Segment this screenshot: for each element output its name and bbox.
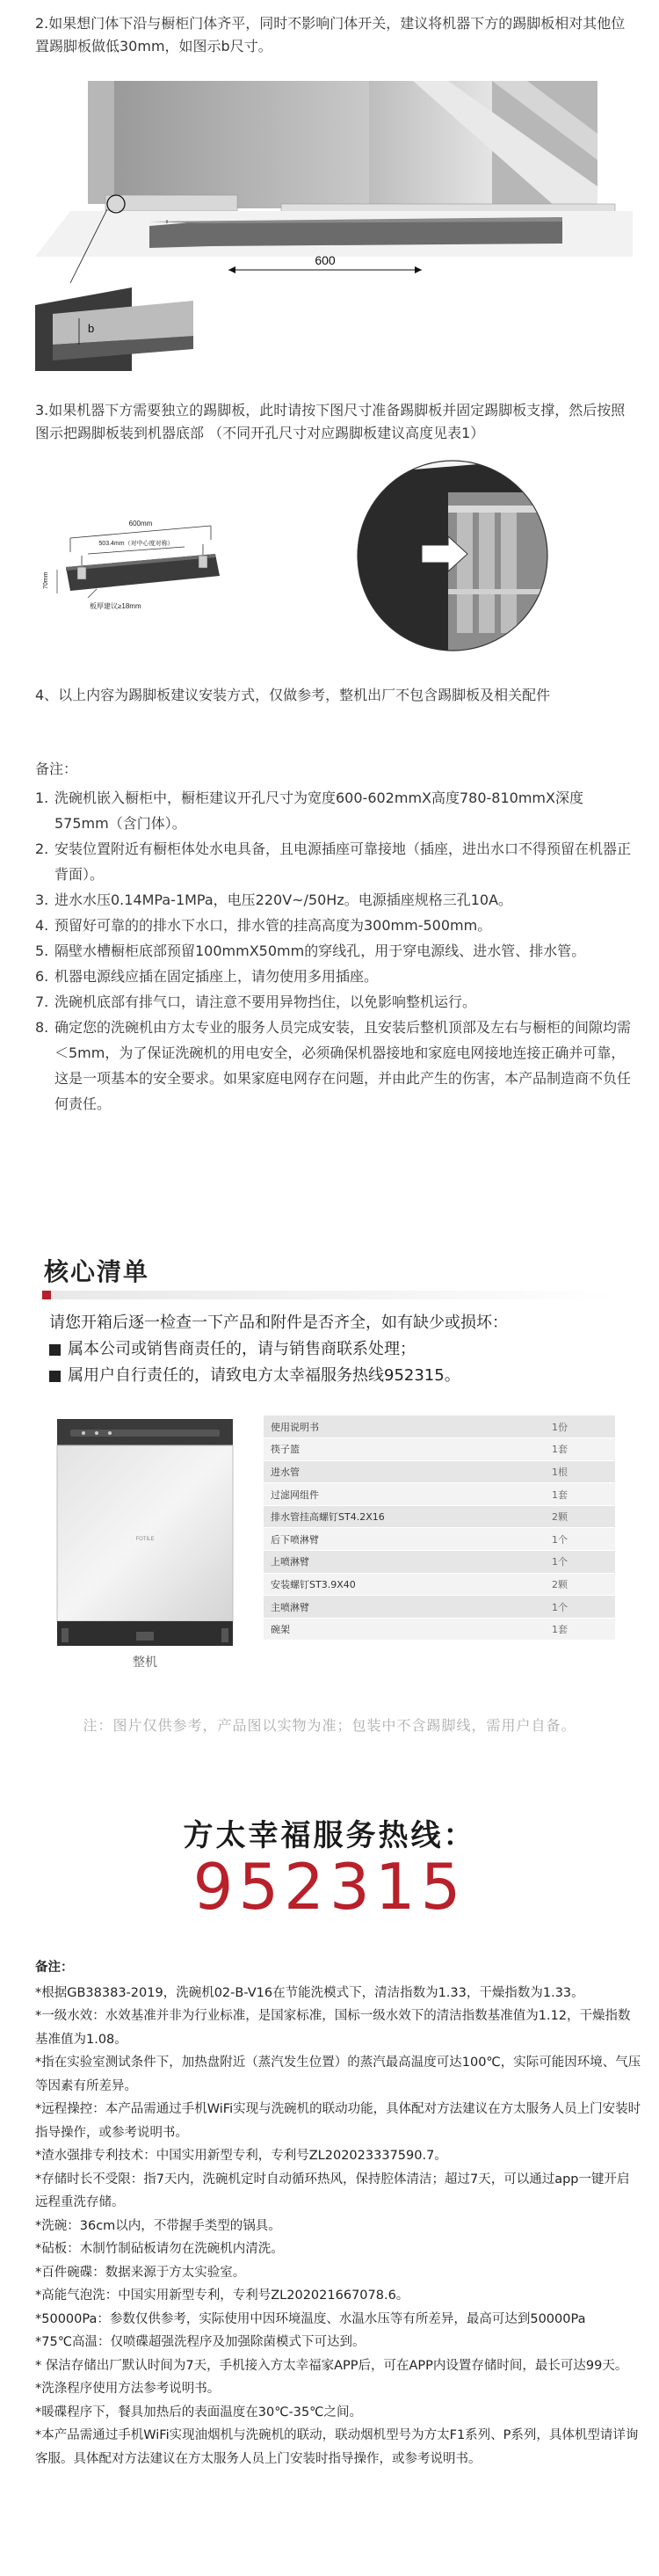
dishwasher-door bbox=[114, 81, 369, 208]
table-row: 过滤网组件 1套 bbox=[264, 1483, 615, 1506]
table-row: 排水管挂高螺钉ST4.2X16 2颗 bbox=[264, 1505, 615, 1528]
footnotes bbox=[35, 1956, 641, 2470]
bullet-square-icon bbox=[49, 1371, 61, 1382]
table-row: 进水管 1根 bbox=[264, 1460, 615, 1483]
note-item: 2. 安装位置附近有橱柜体处水电具备，且电源插座可靠接地（插座，进出水口不得预留在机器正背面）。 bbox=[35, 840, 632, 883]
table-row: 安装螺钉ST3.9X40 2颗 bbox=[264, 1573, 615, 1596]
note-item: 8. 确定您的洗碗机由方太专业的服务人员完成安装，且安装后整机顶部及左右与橱柜的间隙均需＜5mm，为了保证洗碗机的用电安全，必须确保机器接地和家庭电网接地连接正确并可靠，这是一项基本的安全要求。如果家庭电网存在问题，并由此产生的伤害，本产品制造商不负任何责任。 bbox=[35, 1019, 632, 1112]
dishwasher-image bbox=[53, 1417, 237, 1655]
kickboard-lowered-illustration bbox=[35, 81, 633, 371]
note-item: 1. 洗碗机嵌入橱柜中，橱柜建议开孔尺寸为宽度600-602mmX高度780-810mmX深度575mm（含门体）。 bbox=[35, 790, 583, 832]
note-item: 3. 进水水压0.14MPa-1MPa，电压220V~/50Hz。电源插座规格三孔10A。 bbox=[35, 891, 513, 908]
section-divider bbox=[42, 1291, 615, 1299]
table-row: 碗架 1套 bbox=[264, 1618, 615, 1641]
hotline-title: 方太幸福服务热线： bbox=[183, 1818, 476, 1853]
footnote-line: *洗碗：36cm以内，不带握手类型的锅具。 bbox=[35, 2218, 281, 2233]
footnote-line: * 保洁存储出厂默认时间为7天，手机接入方太幸福家APP后，可在APP内设置存储时间，最长可达99天。 bbox=[35, 2358, 628, 2373]
footnote-line: *渣水强排专利技术：中国实用新型专利，专利号ZL202023337590.7。 bbox=[35, 2149, 447, 2163]
footnote-line: *一级水效：水效基准并非为行业标准，是国家标准，国标一级水效下的清洁指数基准值为1.12，干燥指数基准值为1.08。 bbox=[35, 2009, 631, 2047]
footnote-line: *远程操控：本产品需通过手机WiFi实现与洗碗机的联动功能，具体配对方法建议在方太服务人员上门安装时指导操作，或参考说明书。 bbox=[35, 2102, 641, 2140]
note-item: 7. 洗碗机底部有排气口，请注意不要用异物挡住，以免影响整机运行。 bbox=[35, 993, 477, 1010]
table-row: 主喷淋臂 1个 bbox=[264, 1596, 615, 1619]
footnote-line: *75℃高温：仅喷碟超强洗程序及加强除菌模式下可达到。 bbox=[35, 2335, 366, 2349]
note-item: 4. 预留好可靠的的排水下水口，排水管的挂高高度为300mm-500mm。 bbox=[35, 917, 492, 934]
footnote-line: *百件碗碟：数据来源于方太实验室。 bbox=[35, 2265, 246, 2280]
hotline-number: 952315 bbox=[192, 1850, 467, 1924]
marker-b-label: b bbox=[88, 322, 95, 335]
independent-kickboard-diagram bbox=[35, 457, 633, 668]
dimension-600-label: 600 bbox=[315, 253, 336, 267]
table-row: 使用说明书 1份 bbox=[264, 1415, 615, 1438]
footnote-line: *高能气泡洗：中国实用新型专利，专利号ZL202021667078.6。 bbox=[35, 2289, 409, 2303]
notes-heading: 备注： bbox=[35, 760, 78, 777]
footnote-line: *指在实验室测试条件下，加热盘附近（蒸汽发生位置）的蒸汽最高温度可达100℃，实际可能因环境、气压等因素有所差异。 bbox=[35, 2056, 641, 2093]
checklist-intro bbox=[49, 1310, 620, 1389]
note-item: 6. 机器电源线应插在固定插座上，请勿使用多用插座。 bbox=[35, 968, 379, 985]
footnote-line: *存储时长不受限：指7天内，洗碗机定时自动循环热风，保持腔体清洁；超过7天，可以通过app一键开启远程重洗存储。 bbox=[35, 2172, 630, 2209]
svg-text:FOTILE: FOTILE bbox=[135, 1537, 155, 1542]
table-row: 筷子篮 1套 bbox=[264, 1438, 615, 1461]
width-600mm-label: 600mm bbox=[128, 520, 153, 528]
footnote-line: *根据GB38383-2019，洗碗机02-B-V16在节能洗模式下，清洁指数为1.33，干燥指数为1.33。 bbox=[35, 1985, 584, 2000]
footnote-line: *本产品需通过手机WiFi实现油烟机与洗碗机的联动，联动烟机型号为方太F1系列、P系列，具体机型请详询客服。具体配对方法建议在方太服务人员上门安装时指导操作，或参考说明书。 bbox=[35, 2428, 639, 2466]
machine-caption: 整机 bbox=[133, 1655, 157, 1670]
footnote-line: *暖碟程序下，餐具加热后的表面温度在30℃-35℃之间。 bbox=[35, 2405, 362, 2420]
checklist-bullet: 属用户自行责任的，请致电方太幸福服务热线952315。 bbox=[49, 1363, 620, 1389]
note-item: 5. 隔壁水槽橱柜底部预留100mmX50mm的穿线孔，用于穿电源线、进水管、排水管。 bbox=[35, 942, 586, 959]
checklist-title: 核心清单 bbox=[44, 1257, 150, 1286]
step4-text: 4、以上内容为踢脚板建议安装方式，仅做参考，整机出厂不包含踢脚板及相关配件 bbox=[35, 687, 551, 703]
step3-text: 3.如果机器下方需要独立的踢脚板，此时请按下图尺寸准备踢脚板并固定踢脚板支撑，然后按照图示把踢脚板装到机器底部 （不同开孔尺寸对应踢脚板建议高度见表1） bbox=[35, 402, 626, 441]
footnote-line: *砧板：木制竹制砧板请勿在洗碗机内清洗。 bbox=[35, 2242, 284, 2256]
footnote-line: *洗涤程序使用方法参考说明书。 bbox=[35, 2382, 221, 2396]
bullet-square-icon bbox=[49, 1344, 61, 1356]
installation-notes bbox=[35, 756, 633, 1117]
height-70mm-label: 70mm bbox=[43, 571, 49, 589]
board-thickness-label: 板厚建议≥18mm bbox=[90, 602, 141, 610]
image-disclaimer: 注：图片仅供参考，产品图以实物为准；包装中不含踢脚线，需用户自备。 bbox=[83, 1717, 576, 1734]
checklist-bullet: 属本公司或销售商责任的，请与销售商联系处理； bbox=[49, 1336, 620, 1363]
checklist-intro-text: 请您开箱后逐一检查一下产品和附件是否齐全，如有缺少或损坏： bbox=[49, 1313, 508, 1332]
table-row: 后下喷淋臂 1个 bbox=[264, 1528, 615, 1551]
step2-text: 2.如果想门体下沿与橱柜门体齐平，同时不影响门体开关，建议将机器下方的踢脚板相对其他位置踢脚板做低30mm，如图示b尺寸。 bbox=[35, 15, 626, 55]
footnote-line: *50000Pa：参数仅供参考，实际使用中因环境温度、水温水压等有所差异，最高可达到50000Pa bbox=[35, 2311, 586, 2326]
footnotes-heading: 备注： bbox=[35, 1961, 74, 1975]
hole-distance-label: 503.4mm（对中心度对称） bbox=[98, 541, 174, 547]
parts-table bbox=[264, 1415, 615, 1641]
table-row: 上喷淋臂 1个 bbox=[264, 1551, 615, 1574]
